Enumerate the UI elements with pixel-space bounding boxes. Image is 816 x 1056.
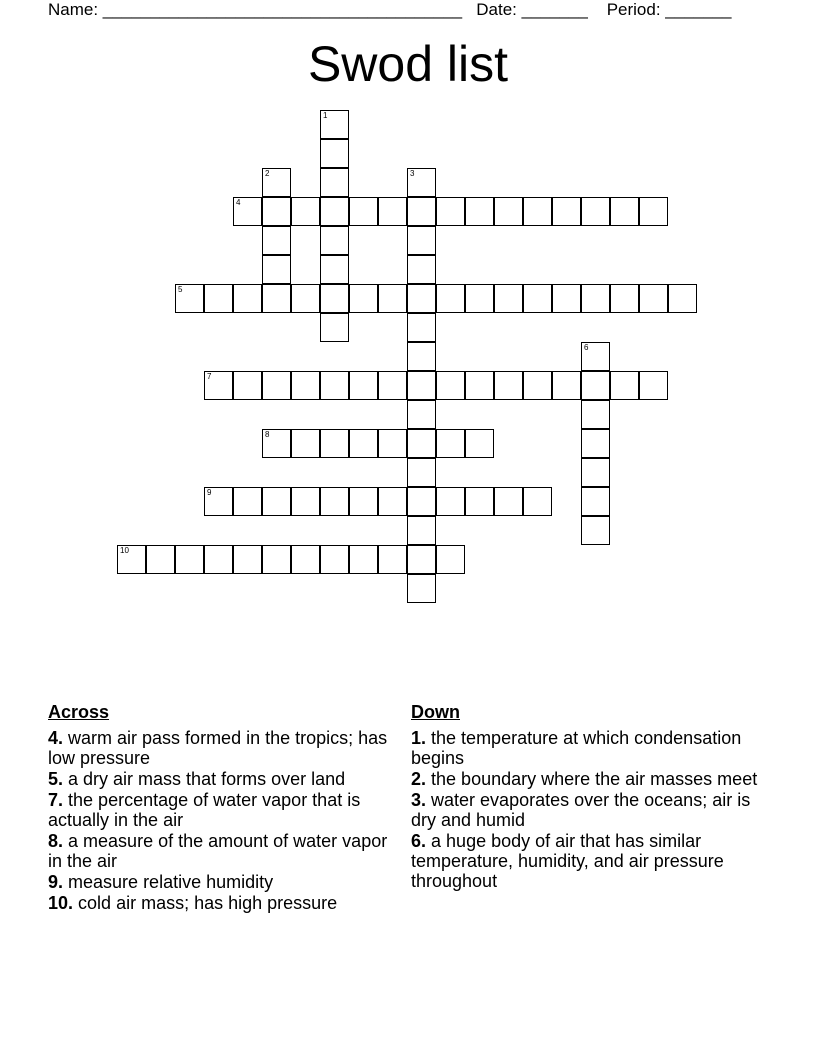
grid-cell[interactable] [320,255,349,284]
grid-cell[interactable] [349,429,378,458]
grid-cell[interactable] [407,545,436,574]
down-clues [411,702,761,892]
grid-cell[interactable] [581,458,610,487]
grid-cell[interactable] [610,197,639,226]
cell-number: 9 [207,488,212,497]
grid-cell[interactable] [378,371,407,400]
clue-number: 8. [48,831,64,851]
clue-text: a dry air mass that forms over land [68,769,346,789]
clue-number: 10. [48,893,74,913]
student-info-header [48,0,731,19]
grid-cell[interactable] [262,226,291,255]
clue-across-10 [48,893,388,913]
clue-text: a huge body of air that has similar temperature, humidity, and air pressure throughout [411,831,724,891]
clue-down-2 [411,769,761,789]
grid-cell[interactable] [262,255,291,284]
grid-cell[interactable] [320,168,349,197]
clue-down-3 [411,790,761,830]
grid-cell[interactable] [175,284,204,313]
grid-cell[interactable] [320,371,349,400]
grid-cell[interactable] [175,545,204,574]
clue-number: 9. [48,872,64,892]
grid-cell[interactable] [407,400,436,429]
grid-cell[interactable] [407,255,436,284]
clue-number: 2. [411,769,427,789]
clue-text: the percentage of water vapor that is actually in the air [48,790,361,830]
grid-cell[interactable] [581,197,610,226]
grid-cell[interactable] [494,197,523,226]
clue-number: 1. [411,728,427,748]
across-clues [48,702,388,914]
grid-cell[interactable] [378,284,407,313]
clue-number: 5. [48,769,64,789]
grid-cell[interactable] [407,313,436,342]
cell-number: 1 [323,111,328,120]
grid-cell[interactable] [523,371,552,400]
grid-cell[interactable] [349,371,378,400]
grid-cell[interactable] [320,139,349,168]
clue-text: warm air pass formed in the tropics; has low pressure [48,728,388,768]
grid-cell[interactable] [291,197,320,226]
grid-cell[interactable] [436,487,465,516]
grid-cell[interactable] [407,458,436,487]
grid-cell[interactable] [523,487,552,516]
grid-cell[interactable] [407,226,436,255]
clue-number: 4. [48,728,64,748]
grid-cell[interactable] [407,284,436,313]
across-heading: Across [48,702,110,722]
clue-across-7 [48,790,388,830]
grid-cell[interactable] [349,487,378,516]
grid-cell[interactable] [262,487,291,516]
grid-cell[interactable] [465,429,494,458]
grid-cell[interactable] [552,197,581,226]
grid-cell[interactable] [407,371,436,400]
grid-cell[interactable] [581,342,610,371]
grid-cell[interactable] [349,197,378,226]
grid-cell[interactable] [262,168,291,197]
grid-cell[interactable] [233,197,262,226]
grid-cell[interactable] [494,284,523,313]
grid-cell[interactable] [407,574,436,603]
clue-across-4 [48,728,388,768]
grid-cell[interactable] [291,545,320,574]
grid-cell[interactable] [552,371,581,400]
clue-number: 3. [411,790,427,810]
cell-number: 2 [265,169,270,178]
grid-cell[interactable] [581,429,610,458]
grid-cell[interactable] [552,284,581,313]
clue-text: a measure of the amount of water vapor in the air [48,831,388,871]
grid-cell[interactable] [320,487,349,516]
grid-cell[interactable] [465,371,494,400]
grid-cell[interactable] [262,545,291,574]
grid-cell[interactable] [407,168,436,197]
clue-across-8 [48,831,388,871]
clue-text: water evaporates over the oceans; air is dry and humid [411,790,751,830]
grid-cell[interactable] [639,371,668,400]
cell-number: 5 [178,285,183,294]
grid-cell[interactable] [581,487,610,516]
grid-cell[interactable] [262,197,291,226]
grid-cell[interactable] [262,371,291,400]
grid-cell[interactable] [204,545,233,574]
clue-across-9 [48,872,388,892]
cell-number: 8 [265,430,270,439]
grid-cell[interactable] [320,545,349,574]
grid-cell[interactable] [320,197,349,226]
clue-down-6 [411,831,761,891]
name-field[interactable]: Name: ______________________________________ [48,0,463,19]
grid-cell[interactable] [523,284,552,313]
grid-cell[interactable] [320,110,349,139]
grid-cell[interactable] [436,429,465,458]
grid-cell[interactable] [465,487,494,516]
grid-cell[interactable] [146,545,175,574]
grid-cell[interactable] [117,545,146,574]
clue-text: the boundary where the air masses meet [431,769,758,789]
grid-cell[interactable] [233,487,262,516]
grid-cell[interactable] [204,371,233,400]
grid-cell[interactable] [610,371,639,400]
grid-cell[interactable] [349,284,378,313]
clue-text: measure relative humidity [68,872,274,892]
grid-cell[interactable] [610,284,639,313]
grid-cell[interactable] [233,545,262,574]
clue-number: 7. [48,790,64,810]
grid-cell[interactable] [204,487,233,516]
cell-number: 10 [120,546,129,555]
grid-cell[interactable] [523,197,552,226]
cell-number: 3 [410,169,415,178]
grid-cell[interactable] [291,487,320,516]
grid-cell[interactable] [204,284,233,313]
clue-number: 6. [411,831,427,851]
grid-cell[interactable] [668,284,697,313]
grid-cell[interactable] [436,371,465,400]
cell-number: 6 [584,343,589,352]
grid-cell[interactable] [465,284,494,313]
grid-cell[interactable] [407,342,436,371]
clue-across-5 [48,769,388,789]
grid-cell[interactable] [436,545,465,574]
clue-down-1 [411,728,761,768]
grid-cell[interactable] [320,284,349,313]
grid-cell[interactable] [291,371,320,400]
grid-cell[interactable] [320,226,349,255]
grid-cell[interactable] [320,313,349,342]
grid-cell[interactable] [291,429,320,458]
period-field[interactable]: Period: _______ [606,0,732,19]
grid-cell[interactable] [233,284,262,313]
down-heading: Down [411,702,460,722]
grid-cell[interactable] [639,197,668,226]
grid-cell[interactable] [494,371,523,400]
clue-text: cold air mass; has high pressure [78,893,338,913]
grid-cell[interactable] [436,197,465,226]
grid-cell[interactable] [581,400,610,429]
grid-cell[interactable] [465,197,494,226]
clue-text: the temperature at which condensation begins [411,728,742,768]
grid-cell[interactable] [407,516,436,545]
grid-cell[interactable] [349,545,378,574]
grid-cell[interactable] [494,487,523,516]
grid-cell[interactable] [407,197,436,226]
grid-cell[interactable] [378,487,407,516]
grid-cell[interactable] [378,429,407,458]
grid-cell[interactable] [581,284,610,313]
cell-number: 4 [236,198,241,207]
grid-cell[interactable] [407,429,436,458]
date-field[interactable]: Date: _______ [476,0,588,19]
grid-cell[interactable] [291,284,320,313]
grid-cell[interactable] [407,487,436,516]
grid-cell[interactable] [581,516,610,545]
grid-cell[interactable] [262,429,291,458]
grid-cell[interactable] [233,371,262,400]
grid-cell[interactable] [378,545,407,574]
grid-cell[interactable] [378,197,407,226]
cell-number: 7 [207,372,212,381]
grid-cell[interactable] [262,284,291,313]
grid-cell[interactable] [436,284,465,313]
grid-cell[interactable] [639,284,668,313]
grid-cell[interactable] [581,371,610,400]
grid-cell[interactable] [320,429,349,458]
puzzle-title: Swod list [307,36,509,92]
